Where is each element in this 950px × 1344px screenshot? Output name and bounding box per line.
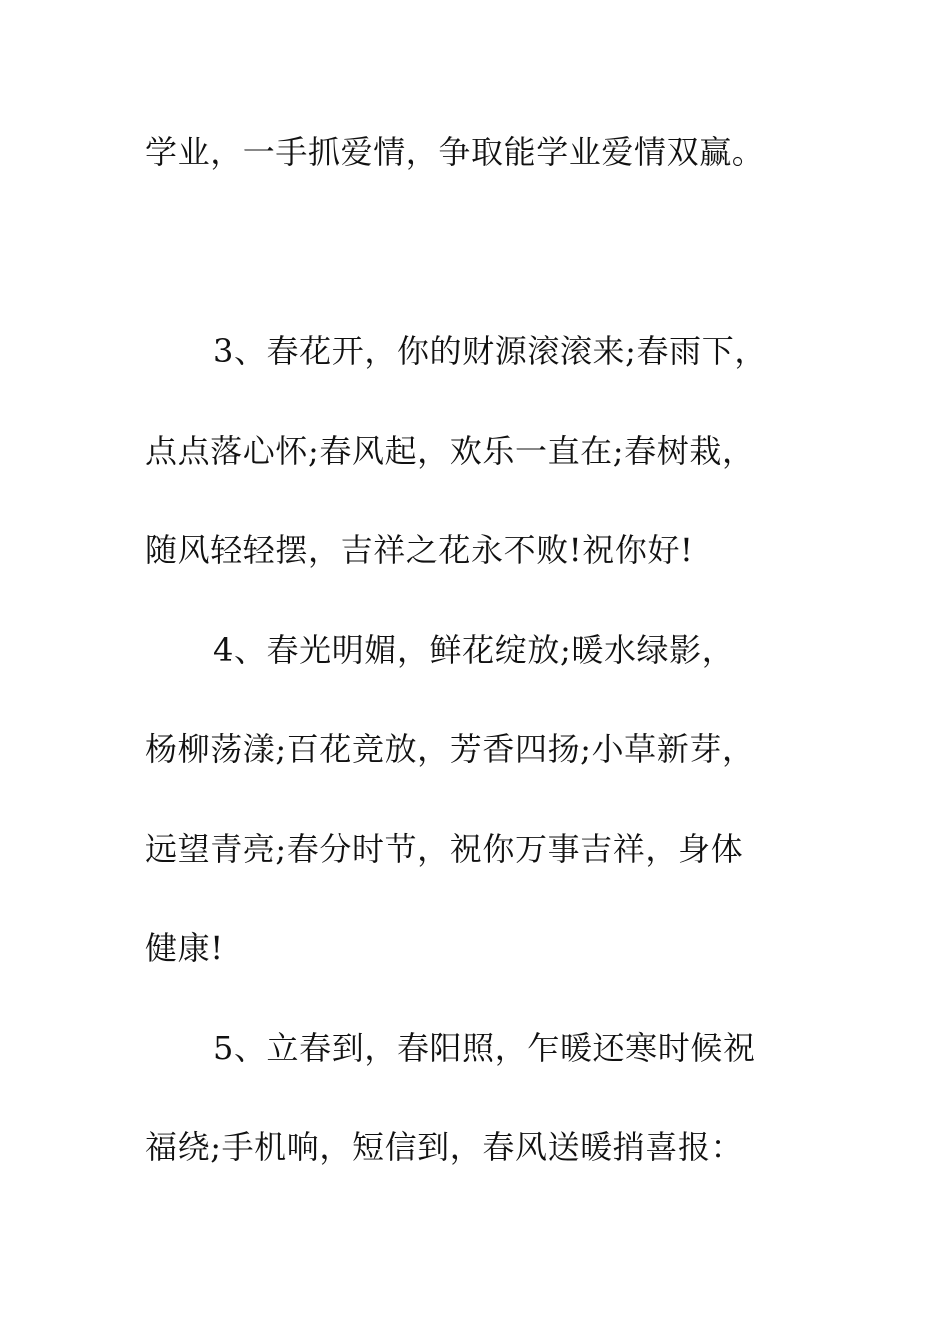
paragraph-3-line-1: 3、春花开，你的财源滚滚来;春雨下， — [213, 332, 767, 370]
paragraph-5-line-1: 5、立春到，春阳照，乍暖还寒时候祝 — [213, 1029, 756, 1067]
paragraph-3-line-3: 随风轻轻摆，吉祥之花永不败!祝你好! — [145, 531, 694, 569]
paragraph-5-line-2: 福绕;手机响，短信到，春风送暖捎喜报： — [145, 1128, 744, 1166]
paragraph-4-line-4: 健康! — [145, 929, 224, 967]
paragraph-4-line-3: 远望青亮;春分时节，祝你万事吉祥，身体 — [145, 830, 744, 868]
text-line-continuation: 学业，一手抓爱情，争取能学业爱情双赢。 — [145, 133, 765, 171]
paragraph-4-line-2: 杨柳荡漾;百花竞放，芳香四扬;小草新芽， — [145, 730, 755, 768]
paragraph-3-line-2: 点点落心怀;春风起，欢乐一直在;春树栽， — [145, 432, 755, 470]
paragraph-4-line-1: 4、春光明媚，鲜花绽放;暖水绿影， — [213, 631, 735, 669]
